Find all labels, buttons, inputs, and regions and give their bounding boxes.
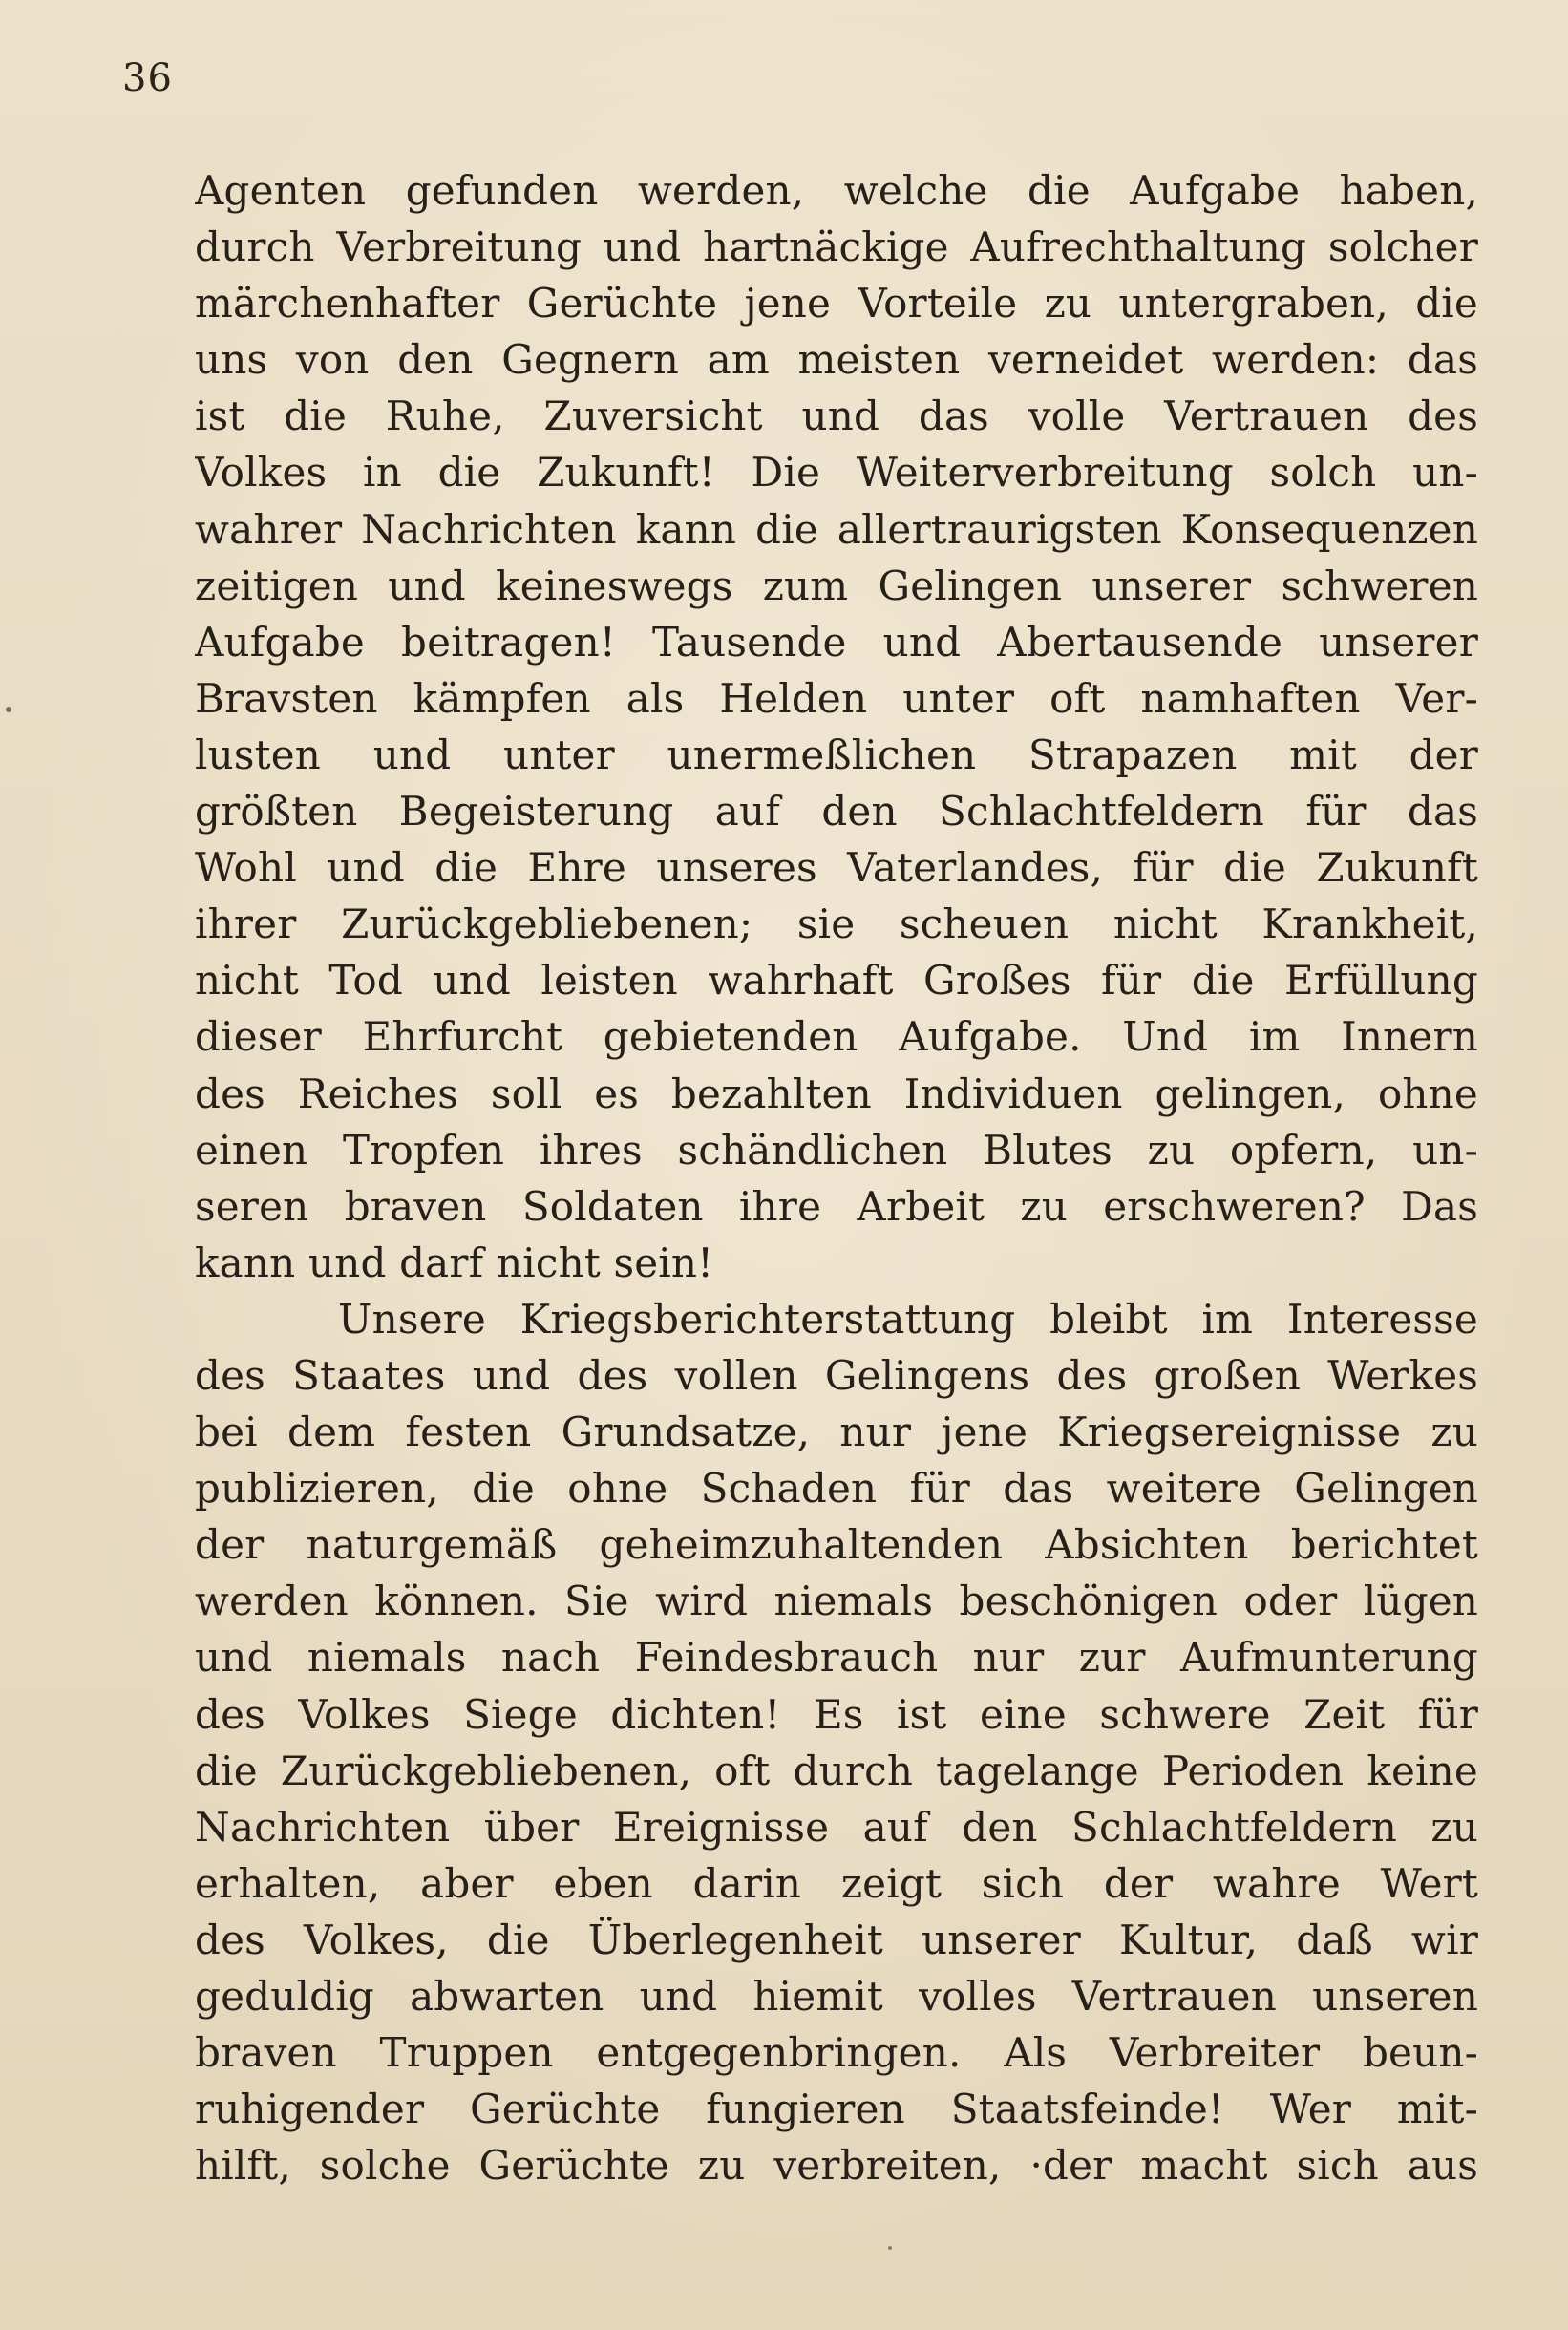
text-line: Bravsten kämpfen als Helden unter oft namhaften Ver- bbox=[195, 674, 1478, 722]
text-line: braven Truppen entgegenbringen. Als Verbreiter beun- bbox=[195, 2029, 1478, 2077]
paragraph-1 bbox=[195, 162, 1478, 1291]
text-line: geduldig abwarten und hiemit volles Vertrauen unseren bbox=[195, 1973, 1478, 2020]
text-line: einen Tropfen ihres schändlichen Blutes zu opfern, un- bbox=[195, 1126, 1478, 1174]
body-text bbox=[195, 162, 1478, 2193]
text-line: des Staates und des vollen Gelingens des großen Werkes bbox=[195, 1351, 1478, 1399]
text-line: lusten und unter unermeßlichen Strapazen mit der bbox=[195, 731, 1478, 778]
text-line: größten Begeisterung auf den Schlachtfeldern für das bbox=[195, 788, 1478, 836]
text-line: uns von den Gegnern am meisten verneidet werden: das bbox=[195, 336, 1478, 384]
text-line: hilft, solche Gerüchte zu verbreiten, ·der macht sich aus bbox=[195, 2142, 1478, 2190]
text-line: bei dem festen Grundsatze, nur jene Kriegsereignisse zu bbox=[195, 1409, 1478, 1456]
paper-speck bbox=[888, 2246, 892, 2250]
text-line: Unsere Kriegsberichterstattung bleibt im Interesse bbox=[338, 1295, 1478, 1343]
text-line: Aufgabe beitragen! Tausende und Abertausende unserer bbox=[195, 618, 1478, 666]
text-line: Wohl und die Ehre unseres Vaterlandes, für die Zukunft bbox=[195, 844, 1478, 892]
text-line: Agenten gefunden werden, welche die Aufgabe haben, bbox=[195, 167, 1478, 214]
text-line: märchenhafter Gerüchte jene Vorteile zu untergraben, die bbox=[195, 280, 1478, 328]
text-line: der naturgemäß geheimzuhaltenden Absichten berichtet bbox=[195, 1521, 1478, 1569]
text-line: ist die Ruhe, Zuversicht und das volle Vertrauen des bbox=[195, 392, 1478, 440]
text-line: durch Verbreitung und hartnäckige Aufrechthaltung solcher bbox=[195, 223, 1478, 271]
text-line: des Volkes, die Überlegenheit unserer Kultur, daß wir bbox=[195, 1916, 1478, 1963]
text-line: ihrer Zurückgebliebenen; sie scheuen nicht Krankheit, bbox=[195, 900, 1478, 948]
text-line: dieser Ehrfurcht gebietenden Aufgabe. Und im Innern bbox=[195, 1013, 1478, 1061]
text-line: die Zurückgebliebenen, oft durch tagelange Perioden keine bbox=[195, 1747, 1478, 1794]
margin-speck bbox=[6, 707, 11, 712]
text-line: Volkes in die Zukunft! Die Weiterverbreitung solch un- bbox=[195, 449, 1478, 497]
text-line: Nachrichten über Ereignisse auf den Schlachtfeldern zu bbox=[195, 1803, 1478, 1851]
page-number: 36 bbox=[122, 56, 173, 100]
text-line: werden können. Sie wird niemals beschönigen oder lügen bbox=[195, 1578, 1478, 1625]
text-line: des Volkes Siege dichten! Es ist eine schwere Zeit für bbox=[195, 1690, 1478, 1738]
text-line: kann und darf nicht sein! bbox=[195, 1239, 714, 1286]
text-line: ruhigender Gerüchte fungieren Staatsfeinde! Wer mit- bbox=[195, 2086, 1478, 2133]
paragraph-2 bbox=[195, 1291, 1478, 2194]
text-line: wahrer Nachrichten kann die allertraurigsten Konsequenzen bbox=[195, 505, 1478, 553]
text-line: zeitigen und keineswegs zum Gelingen unserer schweren bbox=[195, 561, 1478, 609]
text-line: erhalten, aber eben darin zeigt sich der wahre Wert bbox=[195, 1859, 1478, 1907]
text-line: des Reiches soll es bezahlten Individuen gelingen, ohne bbox=[195, 1070, 1478, 1117]
text-line: seren braven Soldaten ihre Arbeit zu erschweren? Das bbox=[195, 1182, 1478, 1230]
text-line: nicht Tod und leisten wahrhaft Großes für die Erfüllung bbox=[195, 957, 1478, 1005]
text-line: publizieren, die ohne Schaden für das weitere Gelingen bbox=[195, 1465, 1478, 1513]
text-line: und niemals nach Feindesbrauch nur zur Aufmunterung bbox=[195, 1634, 1478, 1682]
